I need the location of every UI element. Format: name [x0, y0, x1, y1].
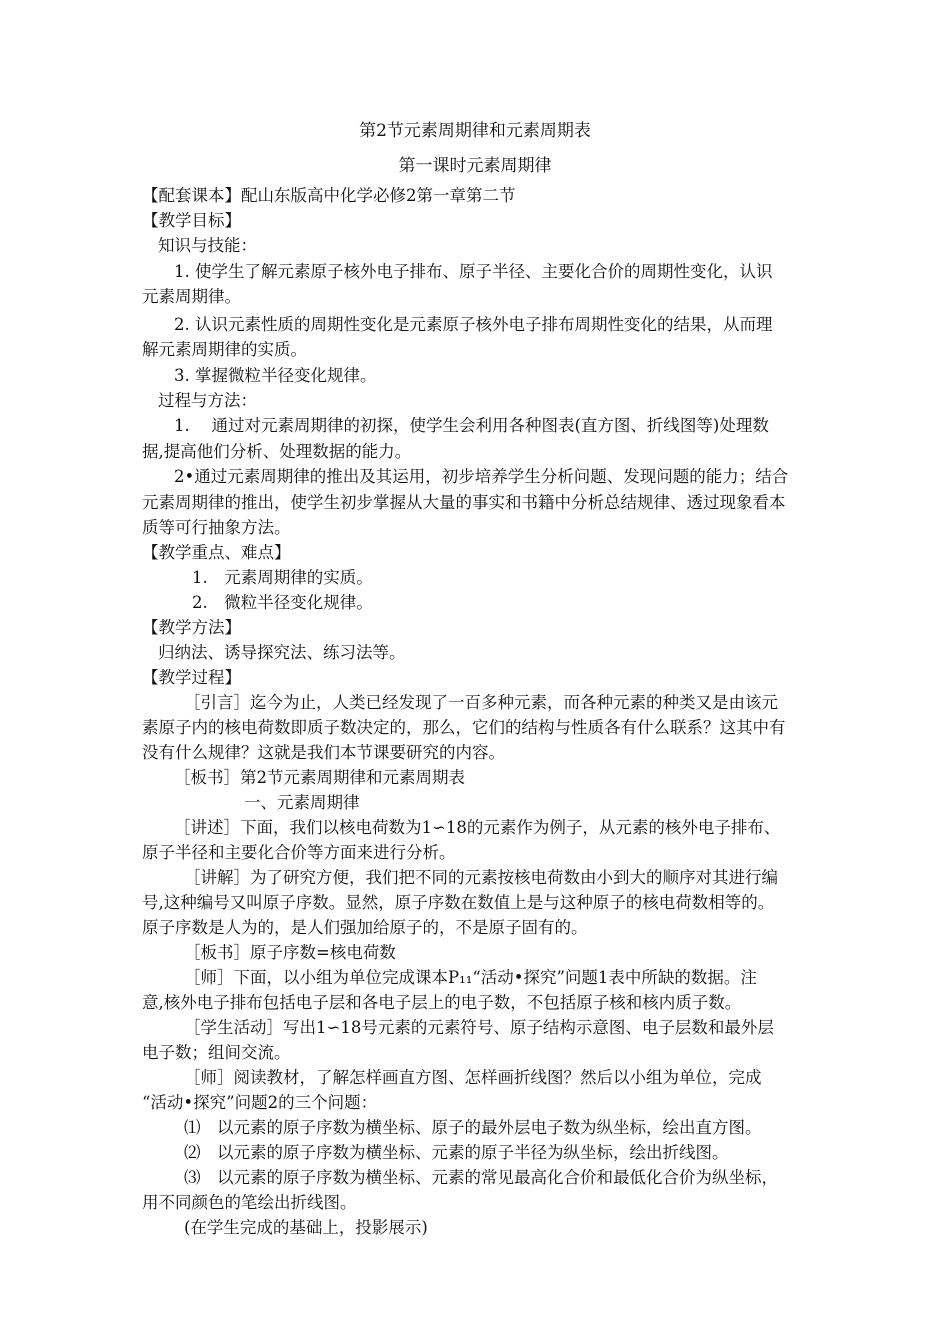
section-heading-objectives: 【教学目标】 [142, 211, 241, 230]
paragraph-line: ［讲解］为了研究方便，我们把不同的元素按核电荷数由小到大的顺序对其进行编 [184, 868, 778, 887]
paragraph-line: 1. 通过对元素周期律的初探，使学生会利用各种图表(直方图、折线图等)处理数 [174, 416, 769, 435]
paragraph-line: “活动•探究”问题2的三个问题： [142, 1093, 378, 1112]
section-heading-key-points: 【教学重点、难点】 [142, 543, 291, 562]
list-item: ⑶ 以元素的原子序数为横坐标、元素的常见最高化合价和最低化合价为纵坐标， [184, 1168, 778, 1187]
paragraph-line: 元素周期律的推出，使学生初步掌握从大量的事实和书籍中分析总结规律、透过现象看本 [142, 493, 786, 512]
paragraph-line: 没有什么规律？这就是我们本节课要研究的内容。 [142, 743, 505, 762]
paragraph-line: ［板书］原子序数=核电荷数 [184, 943, 396, 962]
paragraph-line: 2•通过元素周期律的推出及其运用，初步培养学生分析问题、发现问题的能力；结合 [174, 467, 789, 486]
paragraph-line: 素原子内的核电荷数即质子数决定的，那么，它们的结构与性质各有什么联系？这其中有 [142, 718, 786, 737]
paragraph-line: 原子序数是人为的，是人们强加给原子的，不是原子固有的。 [142, 918, 588, 937]
paragraph-line: 解元素周期律的实质。 [142, 340, 307, 359]
paragraph-line: 元素周期律。 [142, 287, 241, 306]
paragraph-line: 号,这种编号又叫原子序数。显然，原子序数在数值上是与这种原子的核电荷数相等的。 [142, 893, 775, 912]
list-item: 2. 微粒半径变化规律。 [192, 593, 373, 612]
paragraph-line: 1. 使学生了解元素原子核外电子排布、原子半径、主要化合价的周期性变化，认识 [174, 262, 773, 281]
section-heading-methods: 【教学方法】 [142, 618, 241, 637]
paragraph-line: 3. 掌握微粒半径变化规律。 [174, 366, 377, 385]
paragraph-line: 原子半径和主要化合价等方面来进行分析。 [142, 843, 456, 862]
paragraph-line: 归纳法、诱导探究法、练习法等。 [158, 643, 406, 662]
subheading-knowledge-skills: 知识与技能： [158, 236, 257, 255]
paragraph-line: ［师］下面，以小组为单位完成课本P₁₁“活动•探究”问题1表中所缺的数据。注 [184, 968, 757, 987]
paragraph-line: 据,提高他们分析、处理数据的能力。 [142, 442, 412, 461]
subheading-process-method: 过程与方法： [158, 391, 257, 410]
paragraph-line: ［师］阅读教材，了解怎样画直方图、怎样画折线图？然后以小组为单位，完成 [184, 1068, 762, 1087]
paragraph-line: 意,核外电子排布包括电子层和各电子层上的电子数，不包括原子核和核内质子数。 [142, 993, 742, 1012]
list-item: ⑵ 以元素的原子序数为横坐标、元素的原子半径为纵坐标，绘出折线图。 [184, 1143, 729, 1162]
section-subheading: 一、元素周期律 [244, 793, 360, 812]
paragraph-line: ［讲述］下面，我们以核电荷数为1∽18的元素作为例子，从元素的核外电子排布、 [174, 818, 781, 837]
section-heading-process: 【教学过程】 [142, 668, 241, 687]
document-title: 第2节元素周期律和元素周期表 [359, 121, 591, 141]
list-item: 1. 元素周期律的实质。 [192, 568, 373, 587]
course-line: 【配套课本】配山东版高中化学必修2第一章第二节 [142, 186, 516, 205]
list-item: ⑴ 以元素的原子序数为横坐标、原子的最外层电子数为纵坐标，绘出直方图。 [184, 1118, 762, 1137]
paragraph-line: 电子数；组间交流。 [142, 1043, 291, 1062]
paragraph-line: ［学生活动］写出1∽18号元素的元素符号、原子结构示意图、电子层数和最外层 [184, 1018, 774, 1037]
paragraph-line: ［板书］第2节元素周期律和元素周期表 [174, 768, 465, 787]
paragraph-line: 用不同颜色的笔绘出折线图。 [142, 1193, 357, 1212]
paragraph-line: 2. 认识元素性质的周期性变化是元素原子核外电子排布周期性变化的结果，从而理 [174, 315, 773, 334]
paragraph-line: 质等可行抽象方法。 [142, 518, 291, 537]
document-subtitle: 第一课时元素周期律 [398, 156, 552, 176]
paragraph-line: ［引言］迄今为止，人类已经发现了一百多种元素，而各种元素的种类又是由该元 [184, 693, 778, 712]
paragraph-line: (在学生完成的基础上，投影展示) [184, 1218, 428, 1237]
